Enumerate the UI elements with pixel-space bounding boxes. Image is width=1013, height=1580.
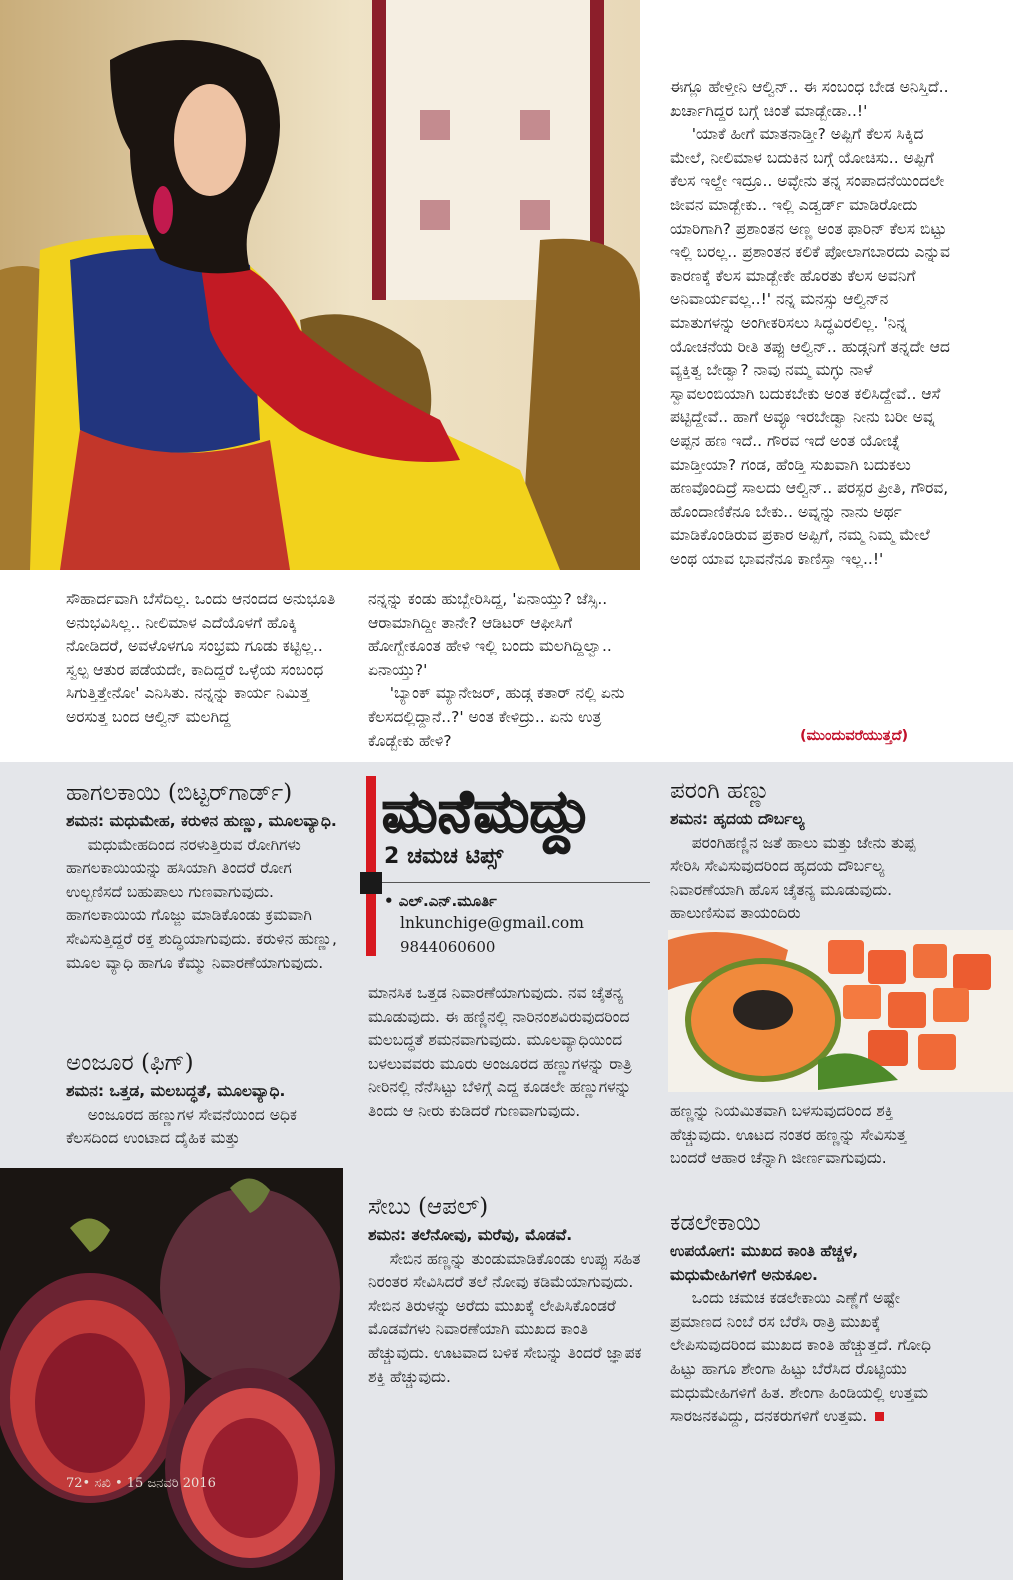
photo-figs (0, 1168, 343, 1580)
photo-woman-in-saree (0, 0, 640, 570)
tip-subtitle: ಶಮನ: ಹೃದಯ ದೌರ್ಬಲ್ಯ (670, 810, 805, 828)
story-paragraph: ಈಗ್ಲೂ ಹೇಳ್ತೀನಿ ಆಲ್ವಿನ್.. ಈ ಸಂಬಂಧ ಬೇಡ ಅನಿಸ್ತಿದೆ.. ಖರ್ಚಾಗಿದ್ದರ ಬಗ್ಗೆ ಚಿಂತೆ ಮಾಡ್ಬೇಡಾ..!' (670, 78, 949, 120)
tip-title: ಪರಂಗಿ ಹಣ್ಣು (670, 778, 770, 804)
tip-papaya (670, 776, 945, 926)
author-phone: 9844060600 (400, 938, 496, 956)
story-paragraph: ಸೌಹಾರ್ದವಾಗಿ ಬೆಸೆದಿಲ್ಲ. ಒಂದು ಆನಂದದ ಅನುಭೂತಿ ಅನುಭವಿಸಿಲ್ಲ.. ನೀಲಿಮಾಳ ಎದೆಯೊಳಗೆ ಹೊಕ್ಕಿ ನೋಡಿದರೆ, ಅವಳೊಳಗೂ ಸಂಭ್ರಮ ಗೂಡು ಕಟ್ಟಿಲ್ಲ.. ಸ್ವಲ್ಪ ಆತುರ ಪಡೆಯದೇ, ಕಾದಿದ್ದರೆ ಒಳ್ಳೆಯ ಸಂಬಂಧ ಸಿಗುತ್ತಿತ್ತೇನೋ' ಎನಿಸಿತು. ನನ್ನನ್ನು ಕಾರ್ಯ ನಿಮಿತ್ತ ಅರಸುತ್ತ ಬಂದ ಆಲ್ವಿನ್ ಮಲಗಿದ್ದ (66, 590, 336, 726)
column-masthead (360, 776, 660, 976)
story-column-middle (368, 588, 646, 753)
tip-body: ಮಧುಮೇಹದಿಂದ ನರಳುತ್ತಿರುವ ರೋಗಿಗಳು ಹಾಗಲಕಾಯಿಯನ್ನು ಹಸಿಯಾಗಿ ತಿಂದರೆ ರೋಗ ಉಲ್ಬಣಿಸದೆ ಬಹುಪಾಲು ಗುಣವಾಗುವುದು. ಹಾಗಲಕಾಯಿಯ ಗೊಜ್ಜು ಮಾಡಿಕೊಂಡು ಕ್ರಮವಾಗಿ ಸೇವಿಸುತ್ತಿದ್ದರೆ ರಕ್ತ ಶುದ್ಧಿಯಾಗುವುದು. ಕರುಳಿನ ಹುಣ್ಣು, ಮೂಲ ವ್ಯಾಧಿ ಹಾಗೂ ಕೆಮ್ಮು ನಿವಾರಣೆಯಾಗುವುದು. (66, 835, 337, 972)
tip-body: ಪರಂಗಿಹಣ್ಣಿನ ಜತೆ ಹಾಲು ಮತ್ತು ಜೇನು ತುಪ್ಪ ಸೇರಿಸಿ ಸೇವಿಸುವುದರಿಂದ ಹೃದಯ ದೌರ್ಬಲ್ಯ ನಿವಾರಣೆಯಾಗಿ ಹೊಸ ಚೈತನ್ಯ ಮೂಡುವುದು. ಹಾಲುಣಿಸುವ ತಾಯಂದಿರು (670, 833, 916, 923)
tip-subtitle: ಶಮನ: ಒತ್ತಡ, ಮಲಬದ್ಧತೆ, ಮೂಲವ್ಯಾಧಿ. (66, 1082, 286, 1100)
end-mark-icon (875, 1412, 884, 1421)
photo-woman-graphic (0, 0, 640, 570)
papaya-graphic (668, 930, 1013, 1092)
story-paragraph: 'ಬ್ಯಾಂಕ್ ಮ್ಯಾನೇಜರ್, ಹುಡ್ಗ ಕತಾರ್ ನಲ್ಲಿ ಏನು ಕೆಲಸದಲ್ಲಿದ್ದಾನೆ..?' ಅಂತ ಕೇಳಿದ್ರು.. ಏನು ಉತ್ರ ಕೊಡ್ಬೇಕು ಹೇಳಿ? (368, 684, 625, 750)
masthead-rule (360, 882, 650, 883)
tip-title: ಸೇಬು (ಆಪಲ್) (368, 1194, 489, 1220)
tip-fig-continued (368, 982, 648, 1124)
column-title: ಮನೆಮದ್ದು (382, 777, 593, 845)
tip-bitter-gourd (66, 778, 344, 975)
column-author: • ಎಲ್.ಎನ್.ಮೂರ್ತಿ (384, 892, 497, 910)
tip-title: ಹಾಗಲಕಾಯಿ (ಬಿಟ್ಟರ್‌ಗಾರ್ಡ್) (66, 780, 293, 806)
story-paragraph: ನನ್ನನ್ನು ಕಂಡು ಹುಬ್ಬೇರಿಸಿದ್ದ, 'ಏನಾಯ್ತು? ಜೆಸ್ಸಿ.. ಆರಾಮಾಗಿದ್ದೀ ತಾನೇ? ಆಡಿಟರ್ ಆಫೀಸಿಗೆ ಹೋಗ್ಬೇಕೂಂತ ಹೇಳಿ ಇಲ್ಲಿ ಬಂದು ಮಲಗಿದ್ದಿಲ್ವಾ.. ಏನಾಯ್ತು?' (368, 590, 612, 679)
figs-graphic (0, 1168, 343, 1580)
story-column-left (66, 588, 344, 730)
page-folio: 72• ಸಖಿ • 15 ಜನವರಿ 2016 (66, 1476, 216, 1491)
tip-subtitle: ಉಪಯೋಗ: ಮುಖದ ಕಾಂತಿ ಹೆಚ್ಚಳ, ಮಧುಮೇಹಿಗಳಿಗೆ ಅನುಕೂಲ. (670, 1242, 859, 1284)
masthead-square-icon (360, 872, 382, 894)
tip-subtitle: ಶಮನ: ತಲೆನೋವು, ಮರೆವು, ಮೊಡವೆ. (368, 1226, 573, 1244)
tip-title: ಕಡಲೇಕಾಯಿ (670, 1210, 761, 1236)
tip-body: ಹಣ್ಣನ್ನು ನಿಯಮಿತವಾಗಿ ಬಳಸುವುದರಿಂದ ಶಕ್ತಿ ಹೆಚ್ಚುವುದು. ಊಟದ ನಂತರ ಹಣ್ಣನ್ನು ಸೇವಿಸುತ್ತ ಬಂದರೆ ಆಹಾರ ಚೆನ್ನಾಗಿ ಜೀರ್ಣವಾಗುವುದು. (670, 1102, 907, 1168)
story-paragraph: 'ಯಾಕೆ ಹೀಗೆ ಮಾತನಾಡ್ತೀ? ಅಪ್ಪಿಗೆ ಕೆಲಸ ಸಿಕ್ಕಿದ ಮೇಲೆ, ನೀಲಿಮಾಳ ಬದುಕಿನ ಬಗ್ಗೆ ಯೋಚಿಸು.. ಅಪ್ಪಿಗೆ ಕೆಲಸ ಇಲ್ದೇ ಇದ್ರೂ.. ಅವ್ಳೇನು ತನ್ನ ಸಂಪಾದನೆಯಿಂದಲೇ ಜೀವನ ಮಾಡ್ಬೇಕು.. ಇಲ್ಲಿ ಎಡ್ವರ್ಡ್ ಮಾಡಿರೋದು ಯಾರಿಗಾಗಿ? ಪ್ರಶಾಂತನ ಅಣ್ಣ ಅಂತ ಫಾರಿನ್ ಕೆಲಸ ಬಿಟ್ಟು ಇಲ್ಲಿ ಬರಲ್ಲ.. ಪ್ರಶಾಂತನ ಕಲಿಕೆ ಪೋಲಾಗಬಾರದು ಎನ್ನುವ ಕಾರಣಕ್ಕೆ ಕೆಲಸ ಮಾಡ್ಬೇಕೇ ಹೊರತು ಕೆಲಸ ಅವನಿಗೆ ಅನಿವಾರ್ಯವಲ್ಲ..!' ನನ್ನ ಮನಸ್ಸು ಆಲ್ವಿನ್‌ನ ಮಾತುಗಳನ್ನು ಅಂಗೀಕರಿಸಲು ಸಿದ್ಧವಿರಲಿಲ್ಲ. 'ನಿನ್ನ ಯೋಚನೆಯ ರೀತಿ ತಪ್ಪು ಆಲ್ವಿನ್.. ಹುಡ್ಗನಿಗೆ ತನ್ನದೇ ಆದ ವ್ಯಕ್ತಿತ್ವ ಬೇಡ್ವಾ? ನಾವು ನಮ್ಮ ಮಗ್ಳು ನಾಳೆ ಸ್ವಾವಲಂಬಿಯಾಗಿ ಬದುಕಬೇಕು ಅಂತ ಕಲಿಸಿದ್ದೇವೆ.. ಆಸೆ ಪಟ್ಟಿದ್ದೇವೆ.. ಹಾಗೆ ಅವ್ಳೂ ಇರಬೇಡ್ವಾ ನೀನು ಬರೀ ಅವ್ನ ಅಪ್ಪನ ಹಣ ಇದೆ.. ಗೌರವ ಇದೆ ಅಂತ ಯೋಚ್ನೆ ಮಾಡ್ತೀಯಾ? ಗಂಡ, ಹೆಂಡ್ತಿ ಸುಖವಾಗಿ ಬದುಕಲು ಹಣವೊಂದಿದ್ರೆ ಸಾಲದು ಆಲ್ವಿನ್.. ಪರಸ್ಪರ ಪ್ರೀತಿ, ಗೌರವ, ಹೊಂದಾಣಿಕೆನೂ ಬೇಕು.. ಅವ್ನನ್ನು ನಾನು ಅರ್ಥ ಮಾಡಿಕೊಂಡಿರುವ ಪ್ರಕಾರ ಅಪ್ಪಿಗೆ, ನಮ್ಮ ನಿಮ್ಮ ಮೇಲೆ ಅಂಥ ಯಾವ ಭಾವನೆನೂ ಕಾಣಿಸ್ತಾ ಇಲ್ಲ..!' (670, 125, 951, 568)
column-subtitle: 2 ಚಮಚ ಟಿಪ್ಸ್ (384, 844, 504, 869)
tip-subtitle: ಶಮನ: ಮಧುಮೇಹ, ಕರುಳಿನ ಹುಣ್ಣು, ಮೂಲವ್ಯಾಧಿ. (66, 812, 337, 830)
author-email: lnkunchige@gmail.com (400, 914, 584, 932)
continued-note: (ಮುಂದುವರೆಯುತ್ತದೆ) (800, 728, 909, 744)
tip-groundnut (670, 1208, 945, 1429)
tip-body: ಮಾನಸಿಕ ಒತ್ತಡ ನಿವಾರಣೆಯಾಗುವುದು. ನವ ಚೈತನ್ಯ ಮೂಡುವುದು. ಈ ಹಣ್ಣಿನಲ್ಲಿ ನಾರಿನಂಶವಿರುವುದರಿಂದ ಮಲಬದ್ಧತೆ ಶಮನವಾಗುವುದು. ಮೂಲವ್ಯಾಧಿಯಿಂದ ಬಳಲುವವರು ಮೂರು ಅಂಜೂರದ ಹಣ್ಣುಗಳನ್ನು ರಾತ್ರಿ ನೀರಿನಲ್ಲಿ ನೆನೆಸಿಟ್ಟು ಬೆಳಿಗ್ಗೆ ಎದ್ದ ಕೂಡಲೇ ಹಣ್ಣುಗಳನ್ನು ತಿಂದು ಆ ನೀರು ಕುಡಿದರೆ ಗುಣವಾಗುವುದು. (368, 984, 632, 1120)
tip-body: ಅಂಜೂರದ ಹಣ್ಣುಗಳ ಸೇವನೆಯಿಂದ ಅಧಿಕ ಕೆಲಸದಿಂದ ಉಂಟಾದ ದೈಹಿಕ ಮತ್ತು (66, 1105, 297, 1148)
tip-body (670, 1287, 945, 1429)
tip-body-text: ಒಂದು ಚಮಚ ಕಡಲೇಕಾಯಿ ಎಣ್ಣೆಗೆ ಅಷ್ಟೇ ಪ್ರಮಾಣದ ನಿಂಬೆ ರಸ ಬೆರೆಸಿ ರಾತ್ರಿ ಮುಖಕ್ಕೆ ಲೇಪಿಸುವುದರಿಂದ ಮುಖದ ಕಾಂತಿ ಹೆಚ್ಚುತ್ತದೆ. ಗೋಧಿ ಹಿಟ್ಟು ಹಾಗೂ ಶೇಂಗಾ ಹಿಟ್ಟು ಬೆರೆಸಿದ ರೊಟ್ಟಿಯು ಮಧುಮೇಹಿಗಳಿಗೆ ಹಿತ. ಶೇಂಗಾ ಹಿಂಡಿಯಲ್ಲಿ ಉತ್ತಮ ಸಾರಜನಕವಿದ್ದು, ದನಕರುಗಳಿಗೆ ಉತ್ತಮ. (670, 1289, 932, 1426)
tip-body: ಸೇಬಿನ ಹಣ್ಣನ್ನು ತುಂಡುಮಾಡಿಕೊಂಡು ಉಪ್ಪು ಸಹಿತ ನಿರಂತರ ಸೇವಿಸಿದರೆ ತಲೆ ನೋವು ಕಡಿಮೆಯಾಗುವುದು. ಸೇಬಿನ ತಿರುಳನ್ನು ಅರೆದು ಮುಖಕ್ಕೆ ಲೇಪಿಸಿಕೊಂಡರೆ ಮೊಡವೆಗಳು ನಿವಾರಣೆಯಾಗಿ ಮುಖದ ಕಾಂತಿ ಹೆಚ್ಚುವುದು. ಊಟವಾದ ಬಳಿಕ ಸೇಬನ್ನು ತಿಂದರೆ ಜ್ಞಾಪಕ ಶಕ್ತಿ ಹೆಚ್ಚುವುದು. (368, 1249, 642, 1386)
tip-apple (368, 1192, 648, 1389)
tip-title: ಅಂಜೂರ (ಫಿಗ್) (66, 1050, 194, 1076)
photo-papaya (668, 930, 1013, 1092)
masthead-red-bar (366, 776, 376, 956)
story-column-right (670, 76, 955, 571)
tip-fig (66, 1048, 344, 1151)
tip-papaya-continued (670, 1100, 945, 1171)
